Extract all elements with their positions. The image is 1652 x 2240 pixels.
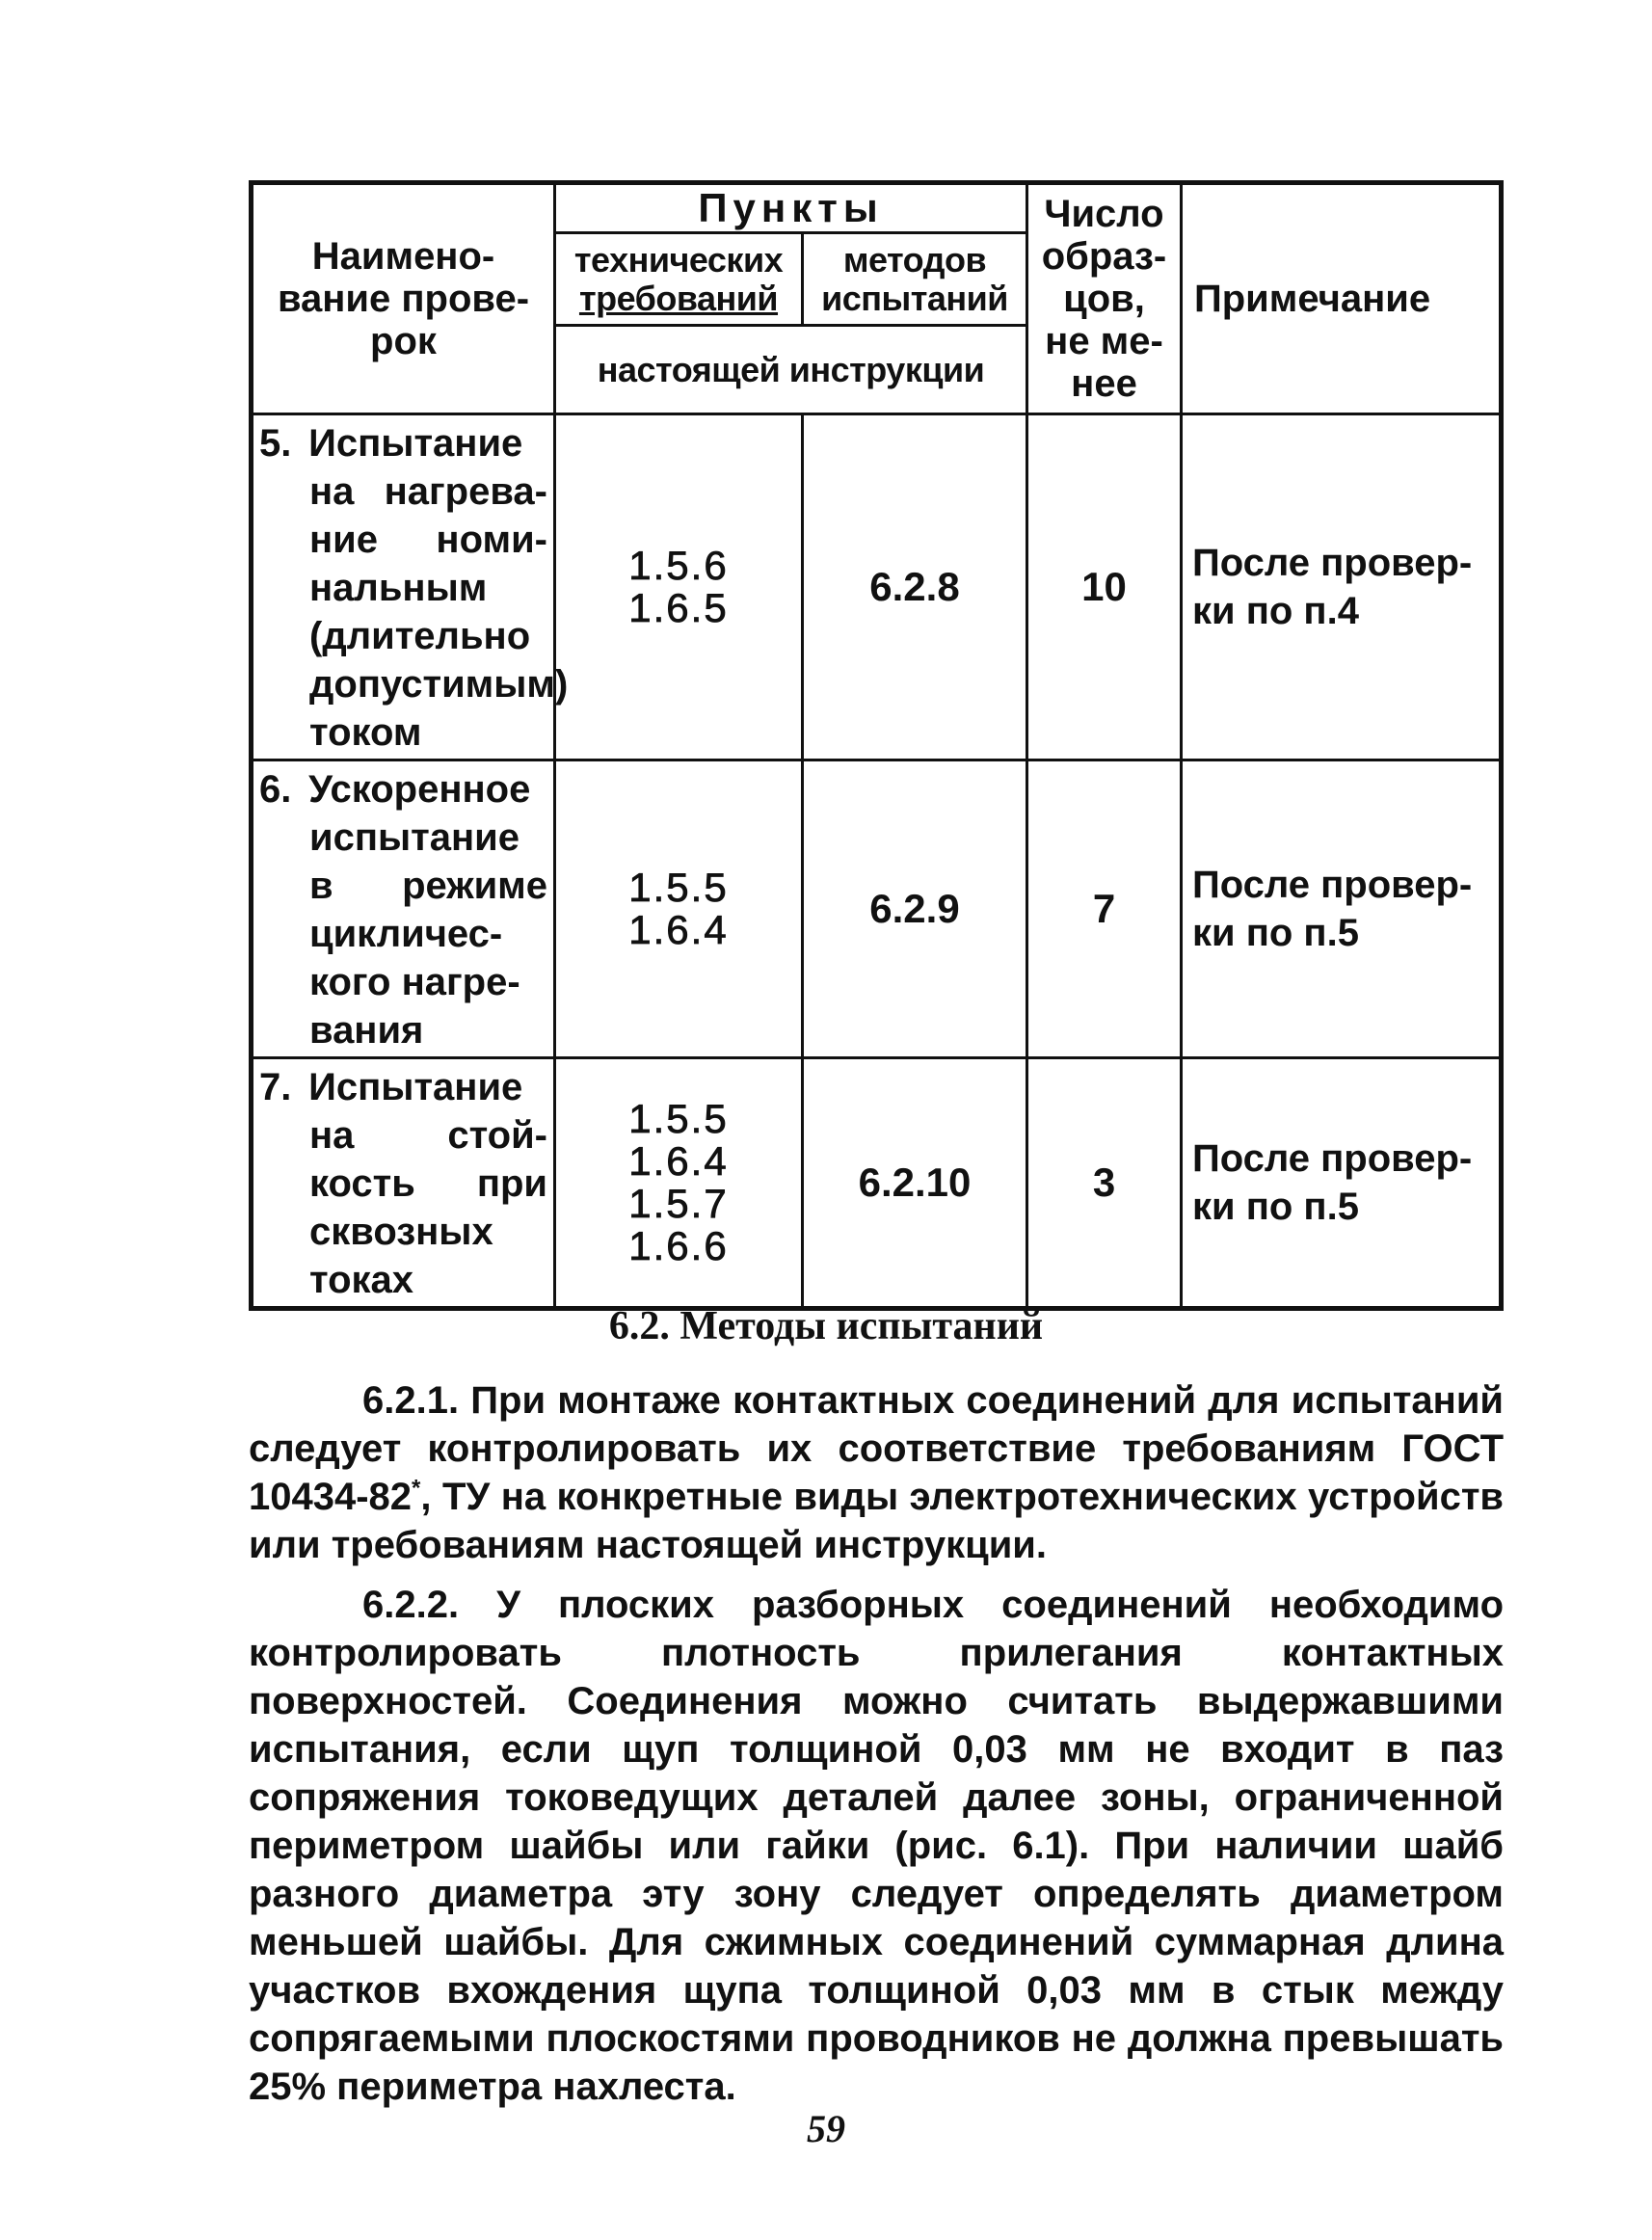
row-count: 7 <box>1027 760 1182 1058</box>
header-of-this-instruction: настоящей инструкции <box>555 326 1027 414</box>
header-tech: технических требований <box>555 233 803 326</box>
tests-table <box>249 180 1504 1311</box>
header-count: Число образ- цов, не ме- нее <box>1027 183 1182 414</box>
table-row <box>252 1058 1502 1309</box>
row-note: После провер- ки по п.4 <box>1182 414 1502 760</box>
table-row <box>252 414 1502 760</box>
row-method: 6.2.9 <box>803 760 1027 1058</box>
row-count: 3 <box>1027 1058 1182 1309</box>
table-row <box>252 760 1502 1058</box>
header-points-group: Пункты <box>555 183 1027 233</box>
row-note: После провер- ки по п.5 <box>1182 760 1502 1058</box>
paragraph-6-2-1: 6.2.1. При монтаже контактных соединений для испытаний следует контролировать их соответствие требованиям ГОСТ 10434-82*, ТУ на конкретные виды электротехнических устройств или требованиям настоящей инструкции. <box>249 1379 1504 1566</box>
row-tech-codes: 1.5.5 1.6.4 1.5.7 1.6.6 <box>555 1058 803 1309</box>
row-name: 7. Испытание на стой- кость при сквозных токах <box>252 1058 555 1309</box>
row-tech-codes: 1.5.6 1.6.5 <box>555 414 803 760</box>
row-method: 6.2.8 <box>803 414 1027 760</box>
row-name: 6. Ускоренное испытание в режиме цикличес- кого нагре- вания <box>252 760 555 1058</box>
row-tech-codes: 1.5.5 1.6.4 <box>555 760 803 1058</box>
row-note: После провер- ки по п.5 <box>1182 1058 1502 1309</box>
page-number: 59 <box>807 2107 845 2150</box>
section-title: 6.2. Методы испытаний <box>608 1304 1044 1348</box>
row-name: 5. Испытание на нагрева- ние номи- нальным (длительно допустимым) током <box>252 414 555 760</box>
row-count: 10 <box>1027 414 1182 760</box>
row-method: 6.2.10 <box>803 1058 1027 1309</box>
header-note: Примечание <box>1182 183 1502 414</box>
header-methods: методов испытаний <box>803 233 1027 326</box>
paragraph-6-2-2: 6.2.2. У плоских разборных соединений необходимо контролировать плотность прилегания контактных поверхностей. Соединения можно считать выдержавшими испытания, если щуп толщиной 0,03 мм не входит в паз сопряжения токоведущих деталей далее зоны, ограниченной периметром шайбы или гайки (рис. 6.1). При наличии шайб разного диаметра эту зону следует определять диаметром меньшей шайбы. Для сжимных соединений суммарная длина участков вхождения щупа толщиной 0,03 мм в стык между сопрягаемыми плоскостями проводников не должна превышать 25% периметра нахлеста. <box>249 1584 1504 2108</box>
header-name: Наимено- вание прове- рок <box>252 183 555 414</box>
